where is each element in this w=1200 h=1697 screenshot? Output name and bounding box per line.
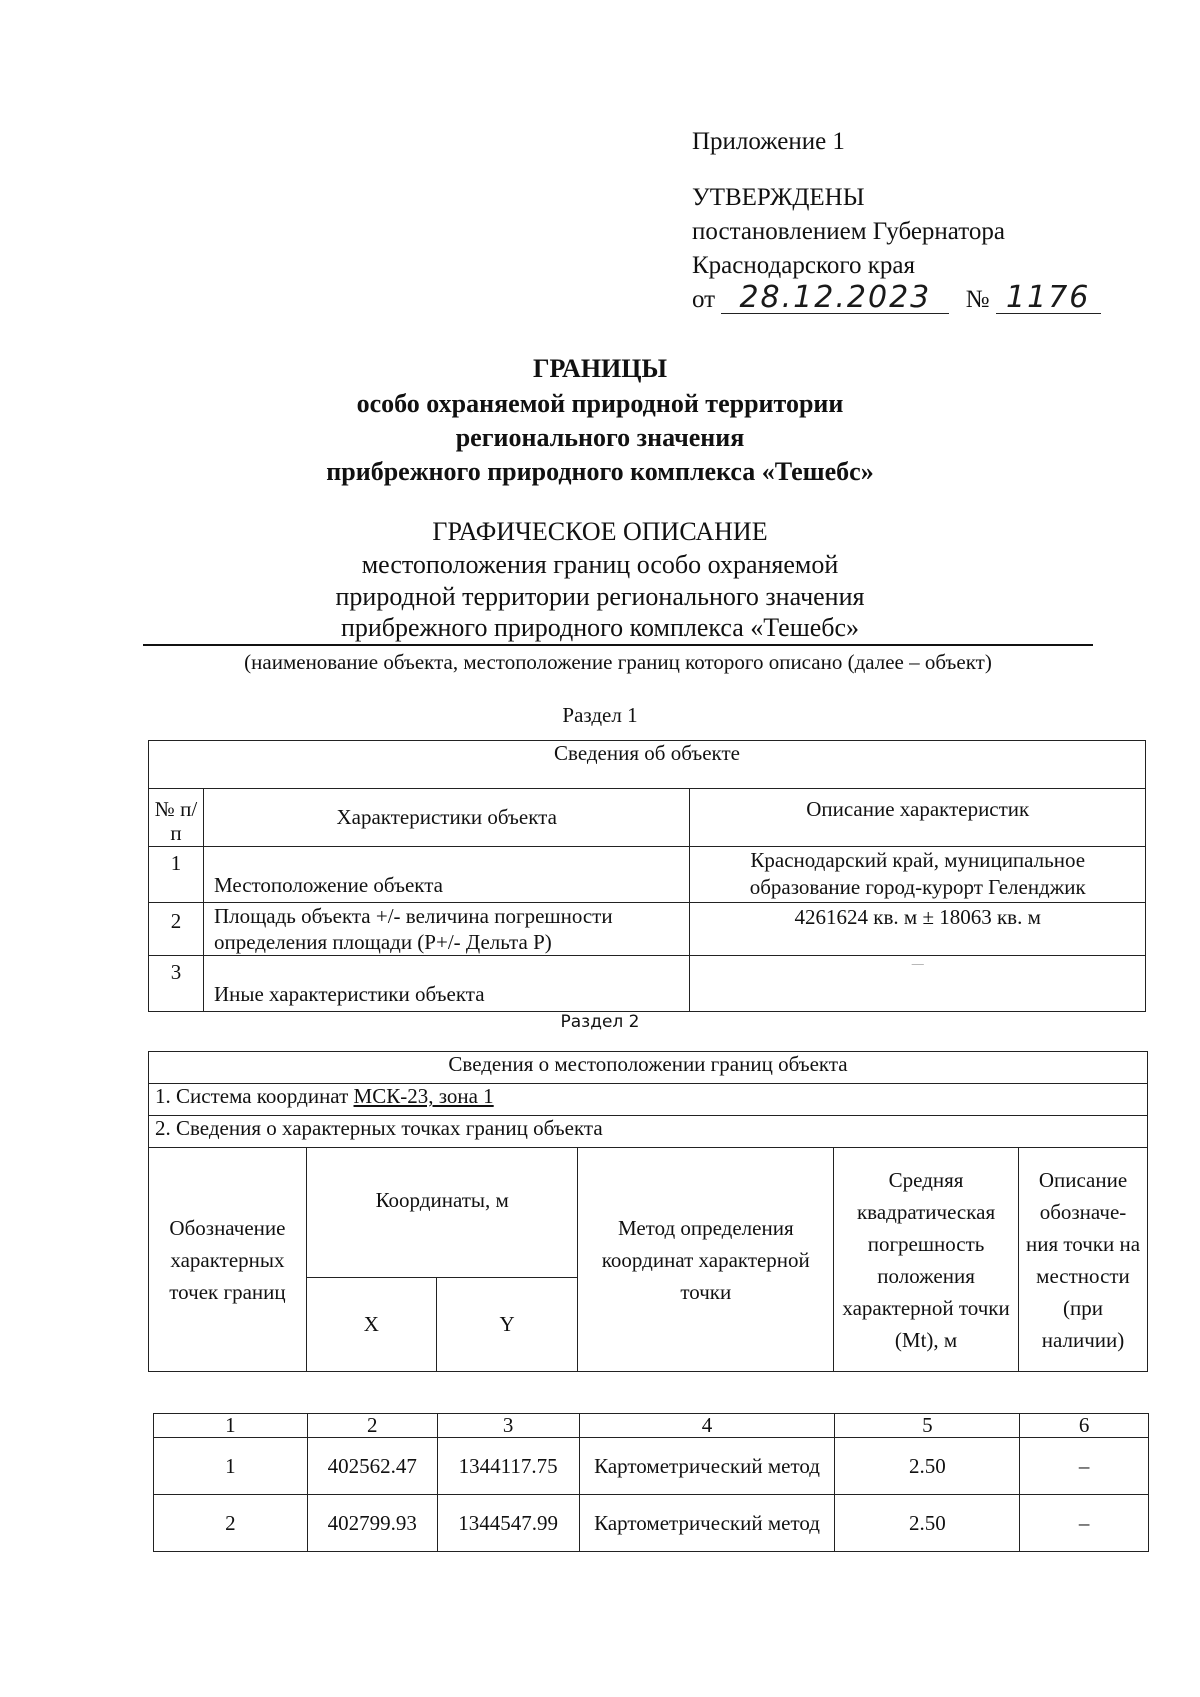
row-name: Площадь объекта +/- величина погрешности определения площади (P+/- Дельта P) xyxy=(203,903,690,956)
row-description: — xyxy=(690,956,1146,1012)
point-error: 2.50 xyxy=(835,1495,1020,1552)
title-underline xyxy=(143,644,1093,646)
handwritten-number: 1176 xyxy=(996,283,1101,314)
approved-line-1: постановлением Губернатора xyxy=(692,218,1005,245)
point-description: – xyxy=(1020,1438,1149,1495)
approved-line-2: Краснодарского края xyxy=(692,252,915,279)
table-row xyxy=(154,1438,1149,1495)
section-2-label: Раздел 2 xyxy=(560,1012,640,1032)
header-description: Описание характеристик xyxy=(690,789,1146,847)
row-name: Иные характеристики объекта xyxy=(203,956,690,1012)
row-description: Краснодарский край, муниципальное образование город-курорт Геленджик xyxy=(690,847,1146,903)
row-description: 4261624 кв. м ± 18063 кв. м xyxy=(690,903,1146,956)
number-label: № xyxy=(965,286,990,313)
appendix-label: Приложение 1 xyxy=(692,128,845,155)
header-number: № п/п xyxy=(149,789,204,847)
point-x: 402799.93 xyxy=(307,1495,437,1552)
approved-label: УТВЕРЖДЕНЫ xyxy=(692,184,865,211)
column-number: 3 xyxy=(437,1414,579,1438)
row-number: 2 xyxy=(149,903,204,956)
table-row xyxy=(154,1495,1149,1552)
graphic-title: ГРАФИЧЕСКОЕ ОПИСАНИЕ xyxy=(432,517,768,546)
approval-date-line xyxy=(692,280,1101,317)
coordinate-system-value: МСК-23, зона 1 xyxy=(353,1084,494,1108)
boundary-info-table xyxy=(148,1051,1148,1372)
column-number: 2 xyxy=(307,1414,437,1438)
graphic-line-1: местоположения границ особо охраняемой xyxy=(361,550,839,579)
handwritten-date: 28.12.2023 xyxy=(721,283,949,314)
header-method: Метод определения координат характерной точки xyxy=(578,1148,834,1372)
column-number: 4 xyxy=(579,1414,835,1438)
graphic-line-3: прибрежного природного комплекса «Тешебс» xyxy=(340,613,860,642)
column-number: 6 xyxy=(1020,1414,1149,1438)
points-title: 2. Сведения о характерных точках границ объекта xyxy=(149,1116,1148,1148)
point-y: 1344547.99 xyxy=(437,1495,579,1552)
table-row xyxy=(149,956,1146,1012)
point-y: 1344117.75 xyxy=(437,1438,579,1495)
point-number: 2 xyxy=(154,1495,308,1552)
table-row xyxy=(149,903,1146,956)
from-label: от xyxy=(692,286,716,313)
column-number: 5 xyxy=(835,1414,1020,1438)
row-name: Местоположение объекта xyxy=(203,847,690,903)
appendix-block xyxy=(692,125,1101,317)
coordinate-system-row xyxy=(149,1084,1148,1116)
point-method: Картометрический метод xyxy=(579,1438,835,1495)
table-row xyxy=(149,847,1146,903)
header-coordinates: Координаты, м xyxy=(306,1148,578,1278)
points-table xyxy=(153,1413,1149,1552)
column-number: 1 xyxy=(154,1414,308,1438)
point-description: – xyxy=(1020,1495,1149,1552)
row-number: 1 xyxy=(149,847,204,903)
object-caption: (наименование объекта, местоположение границ которого описано (далее – объект) xyxy=(244,650,992,674)
header-point-description: Описание обозначе-ния точки на местности (при наличии) xyxy=(1019,1148,1148,1372)
header-error: Средняя квадратическая погрешность положения характерной точки (Mt), м xyxy=(834,1148,1019,1372)
row-number: 3 xyxy=(149,956,204,1012)
header-designation: Обозначение характерных точек границ xyxy=(149,1148,307,1372)
heading-line-3: прибрежного природного комплекса «Тешебс» xyxy=(326,457,874,486)
point-number: 1 xyxy=(154,1438,308,1495)
heading-line-2: регионального значения xyxy=(455,423,745,452)
object-info-title: Сведения об объекте xyxy=(149,741,1146,789)
heading-line-1: особо охраняемой природной территории xyxy=(356,389,844,418)
graphic-line-2: природной территории регионального значения xyxy=(335,582,865,611)
point-error: 2.50 xyxy=(835,1438,1020,1495)
boundary-table-title: Сведения о местоположении границ объекта xyxy=(149,1052,1148,1084)
section-1-label: Раздел 1 xyxy=(562,703,638,727)
header-characteristics: Характеристики объекта xyxy=(203,789,690,847)
coordinate-system-prefix: 1. Система координат xyxy=(155,1084,354,1108)
point-method: Картометрический метод xyxy=(579,1495,835,1552)
header-x: X xyxy=(306,1278,436,1372)
point-x: 402562.47 xyxy=(307,1438,437,1495)
heading-title: ГРАНИЦЫ xyxy=(532,354,668,383)
object-info-table xyxy=(148,740,1146,1012)
header-y: Y xyxy=(436,1278,578,1372)
